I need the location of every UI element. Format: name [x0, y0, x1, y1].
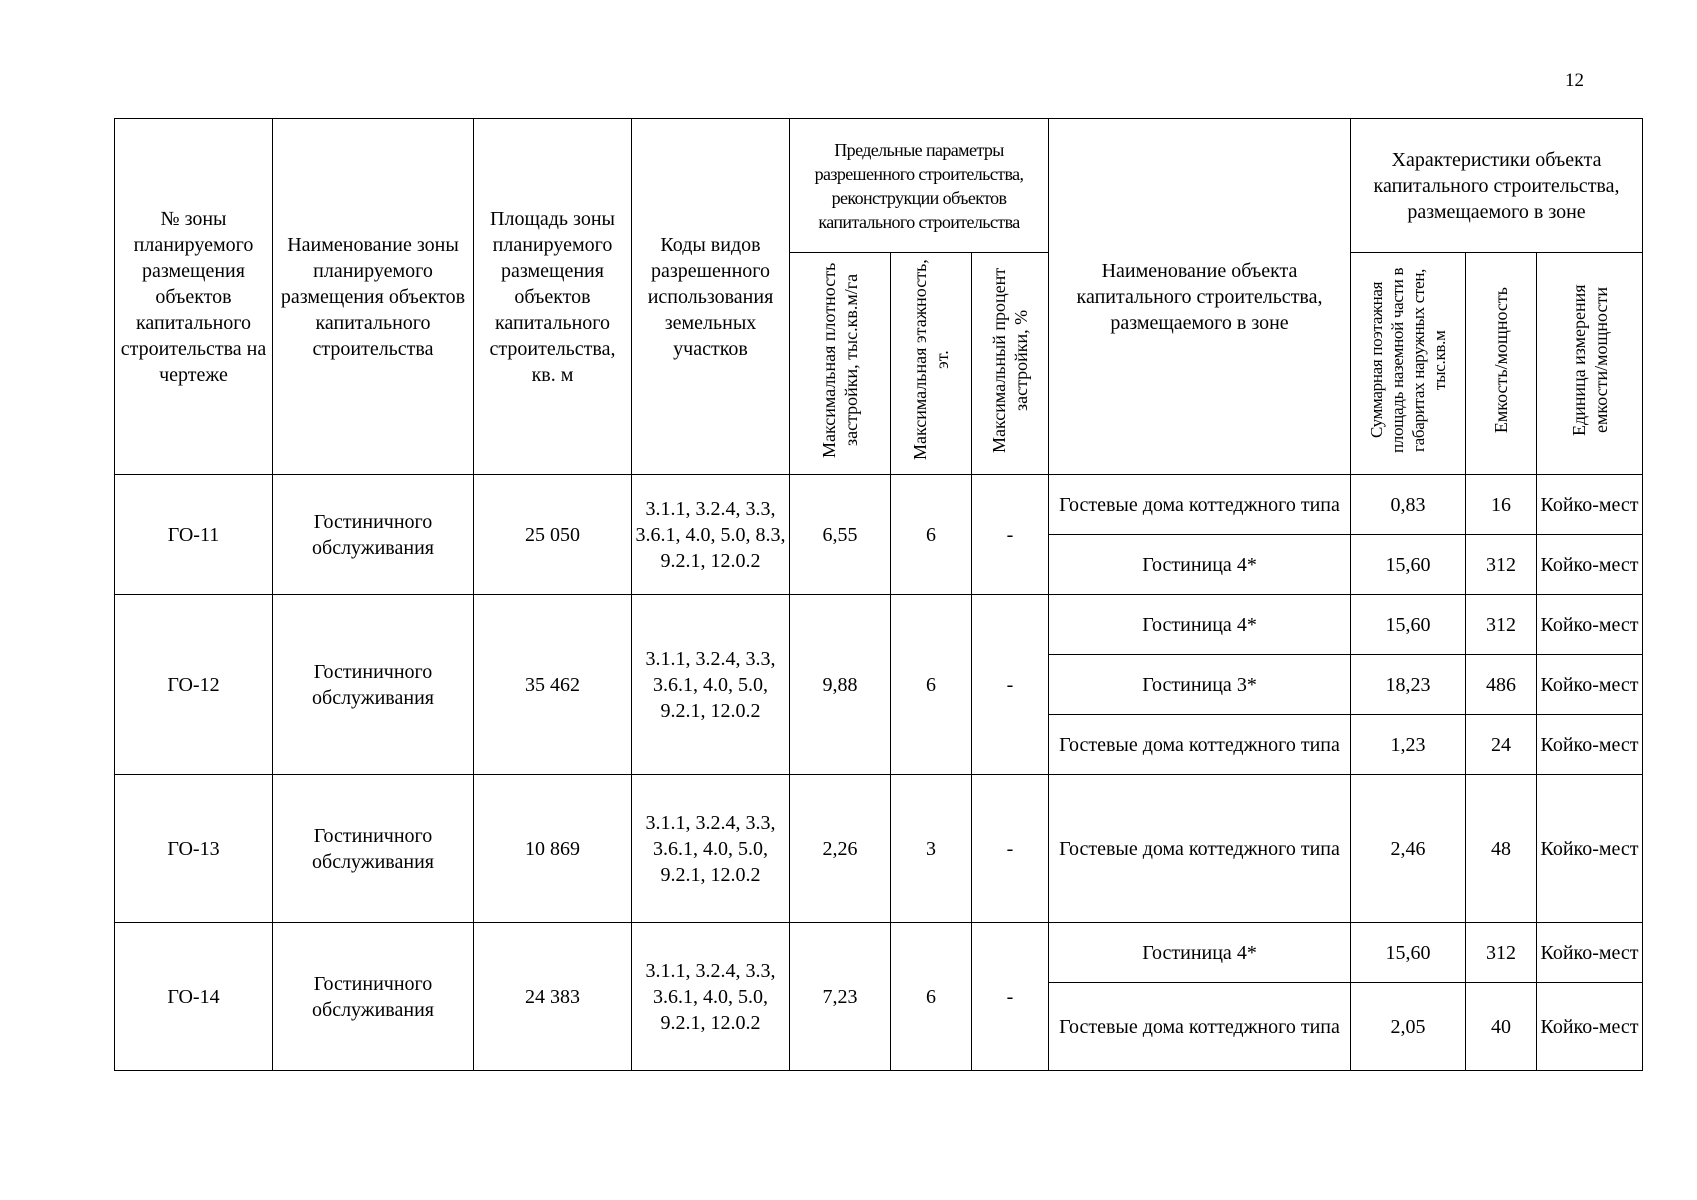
zone-floors: 6: [891, 475, 972, 595]
object-area: 1,23: [1351, 715, 1466, 775]
header-total-area: Суммарная поэтажная площадь наземной части в габаритах наружных стен, тыс.кв.м: [1351, 253, 1466, 475]
zone-percent: -: [972, 475, 1049, 595]
zone-floors: 6: [891, 923, 972, 1071]
object-unit: Койко-мест: [1537, 595, 1643, 655]
zone-percent: -: [972, 775, 1049, 923]
object-unit: Койко-мест: [1537, 983, 1643, 1071]
object-capacity: 312: [1466, 535, 1537, 595]
zone-codes: 3.1.1, 3.2.4, 3.3, 3.6.1, 4.0, 5.0, 9.2.1, 12.0.2: [632, 595, 790, 775]
object-capacity: 24: [1466, 715, 1537, 775]
zone-name: Гостиничного обслуживания: [273, 923, 474, 1071]
object-area: 0,83: [1351, 475, 1466, 535]
header-chars-group: Характеристики объекта капитального строительства, размещаемого в зоне: [1351, 119, 1643, 253]
zone-codes: 3.1.1, 3.2.4, 3.3, 3.6.1, 4.0, 5.0, 9.2.1, 12.0.2: [632, 775, 790, 923]
zone-name: Гостиничного обслуживания: [273, 775, 474, 923]
table-row: [115, 595, 1643, 655]
zone-density: 9,88: [790, 595, 891, 775]
object-capacity: 312: [1466, 595, 1537, 655]
zone-density: 7,23: [790, 923, 891, 1071]
table-row: [115, 475, 1643, 535]
object-unit: Койко-мест: [1537, 715, 1643, 775]
object-area: 2,46: [1351, 775, 1466, 923]
table-row: [115, 775, 1643, 923]
object-name: Гостиница 3*: [1049, 655, 1351, 715]
object-name: Гостевые дома коттеджного типа: [1049, 475, 1351, 535]
zone-density: 6,55: [790, 475, 891, 595]
table-row: [115, 923, 1643, 983]
object-area: 15,60: [1351, 595, 1466, 655]
object-name: Гостиница 4*: [1049, 595, 1351, 655]
zone-area: 10 869: [474, 775, 632, 923]
zone-no: ГО-12: [115, 595, 273, 775]
zone-codes: 3.1.1, 3.2.4, 3.3, 3.6.1, 4.0, 5.0, 9.2.1, 12.0.2: [632, 923, 790, 1071]
header-use-codes: Коды видов разрешенного использования земельных участков: [632, 119, 790, 475]
zones-table: [114, 118, 1643, 1071]
object-unit: Койко-мест: [1537, 535, 1643, 595]
zone-name: Гостиничного обслуживания: [273, 595, 474, 775]
object-capacity: 48: [1466, 775, 1537, 923]
header-unit: Единица измерения емкости/мощности: [1537, 253, 1643, 475]
zone-percent: -: [972, 923, 1049, 1071]
object-area: 15,60: [1351, 923, 1466, 983]
object-capacity: 486: [1466, 655, 1537, 715]
header-zone-name: Наименование зоны планируемого размещения объектов капитального строительства: [273, 119, 474, 475]
zone-no: ГО-14: [115, 923, 273, 1071]
object-unit: Койко-мест: [1537, 775, 1643, 923]
page-number: 12: [1565, 70, 1584, 91]
zone-floors: 6: [891, 595, 972, 775]
object-area: 18,23: [1351, 655, 1466, 715]
zone-floors: 3: [891, 775, 972, 923]
header-limits-group: Предельные параметры разрешенного строительства, реконструкции объектов капитального строительства: [790, 119, 1049, 253]
object-name: Гостевые дома коттеджного типа: [1049, 715, 1351, 775]
header-max-floors: Максимальная этажность, эт.: [891, 253, 972, 475]
zone-area: 25 050: [474, 475, 632, 595]
header-object-name: Наименование объекта капитального строительства, размещаемого в зоне: [1049, 119, 1351, 475]
object-name: Гостевые дома коттеджного типа: [1049, 983, 1351, 1071]
object-area: 15,60: [1351, 535, 1466, 595]
zone-no: ГО-13: [115, 775, 273, 923]
object-name: Гостевые дома коттеджного типа: [1049, 775, 1351, 923]
zone-codes: 3.1.1, 3.2.4, 3.3, 3.6.1, 4.0, 5.0, 8.3, 9.2.1, 12.0.2: [632, 475, 790, 595]
zone-area: 35 462: [474, 595, 632, 775]
object-name: Гостиница 4*: [1049, 923, 1351, 983]
zone-name: Гостиничного обслуживания: [273, 475, 474, 595]
object-unit: Койко-мест: [1537, 655, 1643, 715]
zone-no: ГО-11: [115, 475, 273, 595]
object-area: 2,05: [1351, 983, 1466, 1071]
zone-percent: -: [972, 595, 1049, 775]
object-capacity: 40: [1466, 983, 1537, 1071]
header-capacity: Емкость/мощность: [1466, 253, 1537, 475]
zone-area: 24 383: [474, 923, 632, 1071]
header-max-density: Максимальная плотность застройки, тыс.кв.м/га: [790, 253, 891, 475]
object-name: Гостиница 4*: [1049, 535, 1351, 595]
header-zone-no: № зоны планируемого размещения объектов капитального строительства на чертеже: [115, 119, 273, 475]
zone-density: 2,26: [790, 775, 891, 923]
object-capacity: 16: [1466, 475, 1537, 535]
object-capacity: 312: [1466, 923, 1537, 983]
object-unit: Койко-мест: [1537, 923, 1643, 983]
header-zone-area: Площадь зоны планируемого размещения объектов капитального строительства, кв. м: [474, 119, 632, 475]
header-max-percent: Максимальный процент застройки, %: [972, 253, 1049, 475]
object-unit: Койко-мест: [1537, 475, 1643, 535]
